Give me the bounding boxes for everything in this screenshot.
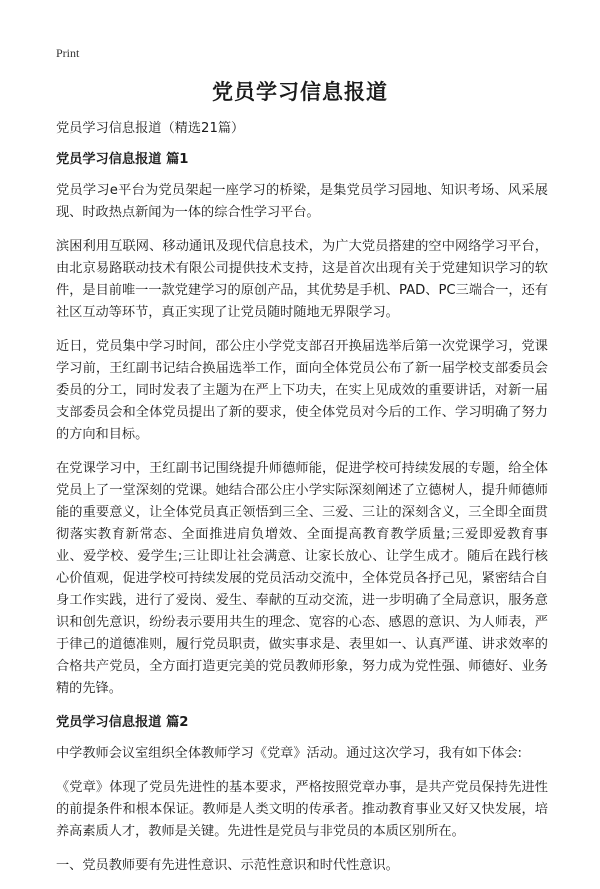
paragraph: 党员学习e平台为党员架起一座学习的桥梁，是集党员学习园地、知识考场、风采展现、时政热点新闻为一体的综合性学习平台。 <box>56 183 548 220</box>
paragraph: 中学教师会议室组织全体教师学习《党章》活动。通过这次学习，我有如下体会: <box>56 746 523 761</box>
print-link[interactable]: Print <box>56 46 80 60</box>
paragraph: 近日，党员集中学习时间，邵公庄小学党支部召开换届选举后第一次党课学习，党课学习前，王红副书记结合换届选举工作，面向全体党员公布了新一届学校支部委员会委员的分工，同时发表了主题为在严上下功夫，在实上见成效的重要讲话，对新一届支部委员会和全体党员提出了新的要求，使全体党员对今后的工作、学习明确了努力的方向和目标。 <box>56 339 548 442</box>
paragraph: 在党课学习中，王红副书记围绕提升师德师能，促进学校可持续发展的专题，给全体党员上了一堂深刻的党课。她结合邵公庄小学实际深刻阐述了立德树人，提升师德师能的重要意义，让全体党员真正领悟到三全、三爱、三让的深刻含义，三全即全面贯彻落实教育新常态、全面推进肩负增效、全面提高教育教学质量;三爱即爱教育事业、爱学校、爱学生;三让即让社会满意、让家长放心、让学生成才。随后在践行核心价值观，促进学校可持续发展的党员活动交流中，全体党员各抒己见，紧密结合自身工作实践，进行了爱岗、爱生、奉献的互动交流，进一步明确了全局意识，服务意识和创先意识，纷纷表示要用共生的理念、宽容的心态、感恩的意识、为人师表，严于律己的道德准则，履行党员职责，做实事求是、表里如一、认真严谨、讲求效率的合格共产党员，全方面打造更完美的党员教师形象，努力成为党性强、师德好、业务精的先锋。 <box>56 461 548 696</box>
article-subtitle: 党员学习信息报道（精选21篇） <box>56 121 245 136</box>
paragraph: 一、党员教师要有先进性意识、示范性意识和时代性意识。 <box>56 858 399 873</box>
paragraph: 《党章》体现了党员先进性的基本要求，严格按照党章办事，是共产党员保持先进性的前提条件和根本保证。教师是人类文明的传承者。推动教育事业又好又快发展，培养高素质人才，教师是关键。先进性是党员与非党员的本质区别所在。 <box>56 780 548 839</box>
section-heading: 党员学习信息报道 篇2 <box>56 715 189 730</box>
paragraph: 滨困利用互联网、移动通讯及现代信息技术，为广大党员搭建的空中网络学习平台，由北京易路联动技术有限公司提供技术支持，这是首次出现有关于党建知识学习的软件，是目前唯一一款党建学习的原创产品，其优势是手机、PAD、PC三端合一，还有社区互动等环节，真正实现了让党员随时随地无界限学习。 <box>56 239 548 320</box>
section-heading: 党员学习信息报道 篇1 <box>56 152 189 167</box>
page-title: 党员学习信息报道 <box>212 80 388 104</box>
article-body <box>56 118 548 889</box>
